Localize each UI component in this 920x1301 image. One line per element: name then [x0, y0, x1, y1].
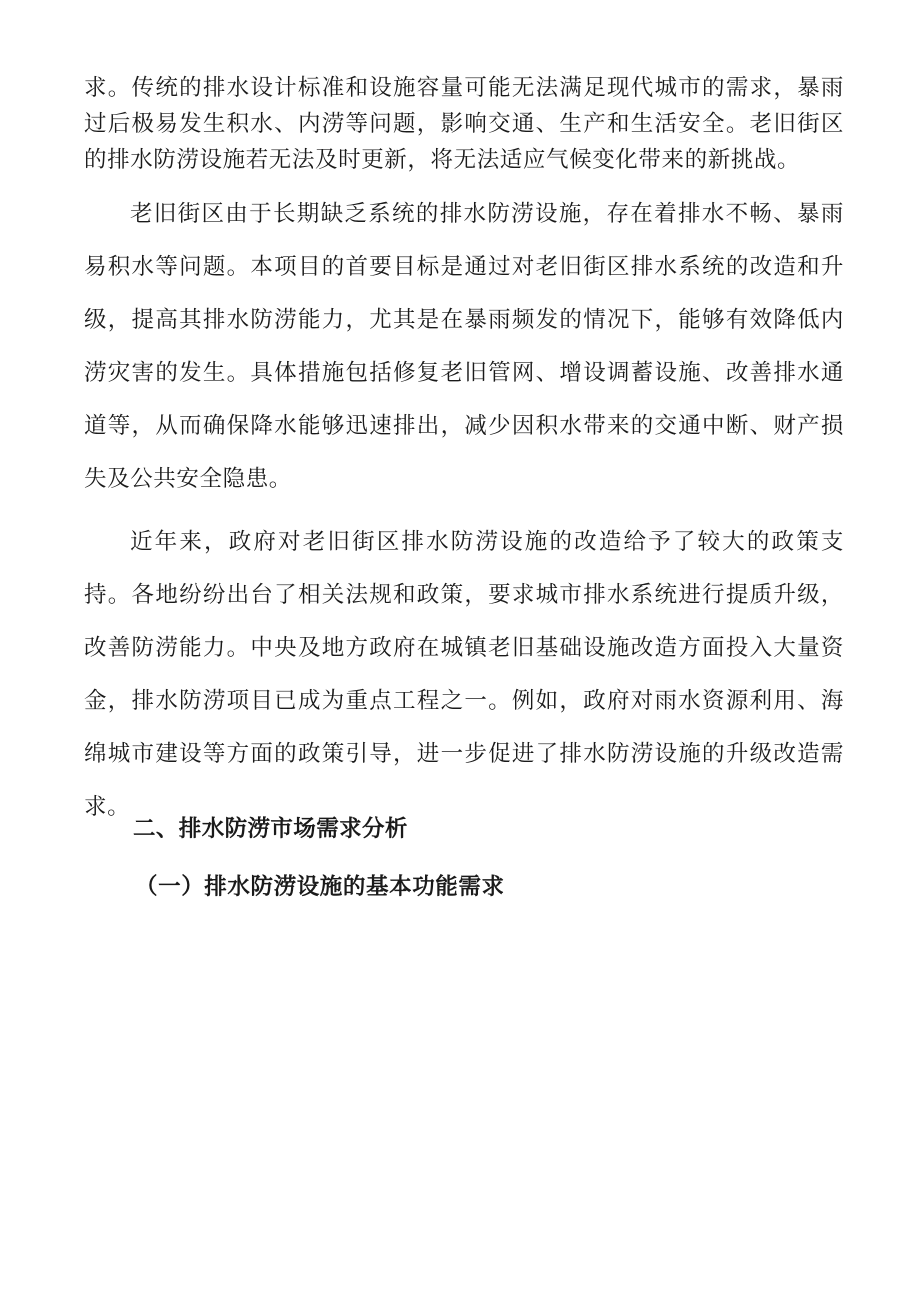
section-heading: 二、排水防涝市场需求分析	[133, 816, 408, 842]
body-paragraph-1: 求。传统的排水设计标准和设施容量可能无法满足现代城市的需求，暴雨过后极易发生积水、内涝等问题，影响交通、生产和生活安全。老旧街区的排水防涝设施若无法及时更新，将无法适应气候变化带来的新挑战。	[84, 75, 844, 173]
subsection-heading: （一）排水防涝设施的基本功能需求	[135, 874, 505, 900]
body-paragraph-3: 近年来，政府对老旧街区排水防涝设施的改造给予了较大的政策支持。各地纷纷出台了相关法规和政策，要求城市排水系统进行提质升级，改善防涝能力。中央及地方政府在城镇老旧基础设施改造方面投入大量资金，排水防涝项目已成为重点工程之一。例如，政府对雨水资源利用、海绵城市建设等方面的政策引导，进一步促进了排水防涝设施的升级改造需求。	[84, 529, 844, 820]
body-paragraph-2: 老旧街区由于长期缺乏系统的排水防涝设施，存在着排水不畅、暴雨易积水等问题。本项目的首要目标是通过对老旧街区排水系统的改造和升级，提高其排水防涝能力，尤其是在暴雨频发的情况下，能够有效降低内涝灾害的发生。具体措施包括修复老旧管网、增设调蓄设施、改善排水通道等，从而确保降水能够迅速排出，减少因积水带来的交通中断、财产损失及公共安全隐患。	[84, 201, 844, 492]
